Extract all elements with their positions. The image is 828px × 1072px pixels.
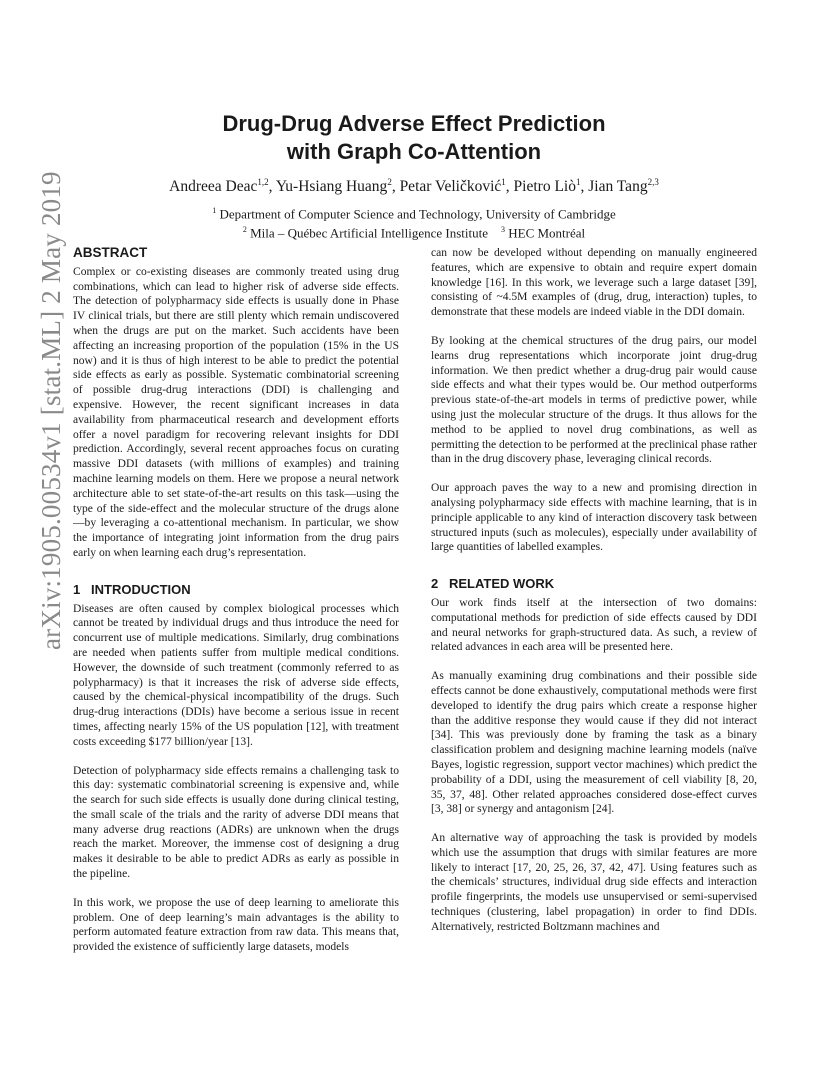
abstract-text: Complex or co-existing diseases are commonly treated using drug combinations, which can lead to higher risk of adverse side effects. The detection of polypharmacy side effects is usually done in Phase IV clinical trials, but there are still plenty which remain undiscovered when the drugs are put on the market. Such accidents have been affecting an increasing proportion of the population (15% in the US now) and it is thus of high interest to be able to predict the potential side effects as early as possible. Systematic combinatorial screening of possible drug-drug interactions (DDI) is challenging and expensive. However, the recent significant increases in data availability from pharmaceutical research and development efforts offer a novel paradigm for recovering relevant insights for DDI prediction. Accordingly, several recent approaches focus on curating massive DDI datasets (with millions of examples) and training machine learning models on them. Here we propose a neural network architecture able to set state-of-the-art results on this task—using the type of the side-effect and the molecular structure of the drugs alone—by leveraging a co-attentional mechanism. In particular, we show the importance of integrating joint information from the drug pairs early on when learning each drug’s representation.: [73, 265, 399, 559]
introduction-heading: [73, 583, 399, 598]
affiliation-line: $^2$ Mila – Québec Artificial Intelligence Institute $^3$ HEC Montréal: [242, 225, 586, 241]
author: Petar Veličković$^1$: [399, 177, 506, 196]
intro-paragraph: Our approach paves the way to a new and promising direction in analysing polypharmacy side effects with machine learning, that is in principle applicable to any kind of interaction discovery task between structured inputs (such as molecules), especially under availability of large quantities of labelled examples.: [431, 482, 757, 554]
author: Jian Tang$^{2,3}$: [588, 177, 659, 196]
intro-paragraph: can now be developed without depending on manually engineered features, which are expensive to obtain and require expert domain knowledge [16]. In this work, we leverage such a large dataset [39], consisting of ~4.5M examples of (drug, drug, interaction) tuples, to demonstrate that these models are indeed viable in the DDI domain.: [431, 247, 757, 319]
intro-paragraph: Diseases are often caused by complex biological processes which cannot be treated by individual drugs and thus introduce the need for concurrent use of multiple medications. Similarly, drug combinations are needed when patients suffer from multiple medical conditions. However, the downside of such treatment (commonly referred to as polypharmacy) is that it increases the risk of adverse side effects, caused by the chemical-physical incompatibility of the drugs. Such drug-drug interactions (DDIs) have become a serious issue in recent times, affecting nearly 15% of the US population [12], with treatment costs exceeding $177 billion/year [13].: [73, 602, 399, 748]
intro-paragraph: In this work, we propose the use of deep learning to ameliorate this problem. One of deep learning’s main advantages is the ability to perform automated feature extraction from raw data. This means that, provided the existence of sufficiently large datasets, models: [73, 896, 399, 954]
section-number: 2: [431, 576, 439, 592]
related-work-paragraph: An alternative way of approaching the task is provided by models which use the assumption that drugs with similar features are more likely to interact [17, 20, 25, 26, 37, 42, 47]. Using features such as the chemicals’ structures, individual drug side effects and interaction profile fingerprints, the models use unsupervised or semi-supervised techniques (clustering, label propagation) in order to find DDIs. Alternatively, restricted Boltzmann machines and: [431, 832, 757, 933]
right-column: [431, 246, 757, 935]
author: Yu-Hsiang Huang$^2$: [275, 177, 392, 196]
author-list: Andreea Deac$^{1,2}$, Yu-Hsiang Huang$^2$, Petar Veličković$^1$, Pietro Liò$^1$, Jian Tang$^{2,3}$: [169, 177, 659, 196]
author: Andreea Deac$^{1,2}$: [169, 177, 269, 196]
related-work-heading: [431, 577, 757, 592]
intro-paragraph: Detection of polypharmacy side effects remains a challenging task to this day: systematic combinatorial screening is expensive and, while the search for such side effects is usually done during clinical testing, the small scale of the trials and the rarity of adverse DDI means that many adverse drug reactions (ADRs) are unknown when the drugs reach the market. Moreover, the immense cost of designing a drug makes it desirable to be able to predict ADRs as early as possible in the pipeline.: [73, 764, 399, 881]
left-column: [73, 246, 399, 955]
affiliation-line: $^1$ Department of Computer Science and Technology, University of Cambridge: [212, 206, 616, 222]
section-number: 1: [73, 581, 81, 597]
title-line: with Graph Co-Attention: [286, 139, 542, 164]
arxiv-side-identifier: arXiv:1905.00534v1 [stat.ML] 2 May 2019: [36, 171, 66, 650]
title-line: Drug-Drug Adverse Effect Prediction: [222, 111, 606, 136]
related-work-paragraph: As manually examining drug combinations and their possible side effects cannot be done exhaustively, computational methods were first developed to identify the drug pairs which create a response higher than the additive response they would cause if they did not interact [34]. This was previously done by framing the task as a binary classification problem and designing machine learning models (naïve Bayes, logistic regression, support vector machines) which predict the probability of a DDI, using the measurement of cell viability [8, 20, 35, 37, 48]. Other related approaches considered dose-effect curves [3, 38] or synergy and antagonism [24].: [431, 670, 757, 816]
abstract-heading: ABSTRACT: [73, 245, 148, 260]
paper-title: [0, 110, 828, 166]
author: Pietro Liò$^1$: [513, 177, 581, 196]
intro-paragraph: By looking at the chemical structures of the drug pairs, our model learns drug representations which incorporate joint drug-drug information. We then predict whether a drug-drug pair would cause side effects and what their types would be. Our method outperforms previous state-of-the-art models in terms of predictive power, while using just the molecular structure of the drugs. It thus allows for the method to be applied to novel drug combinations, as well as permitting the detection to be performed at the preclinical phase rather than in the drug discovery phase, leveraging clinical records.: [431, 334, 757, 466]
related-work-paragraph: Our work finds itself at the intersection of two domains: computational methods for prediction of side effects caused by DDI and neural networks for graph-structured data. As such, a review of related advances in each area will be presented here.: [431, 596, 757, 654]
affiliations: [0, 203, 828, 242]
section-title: RELATED WORK: [449, 576, 555, 592]
section-title: INTRODUCTION: [91, 581, 191, 597]
